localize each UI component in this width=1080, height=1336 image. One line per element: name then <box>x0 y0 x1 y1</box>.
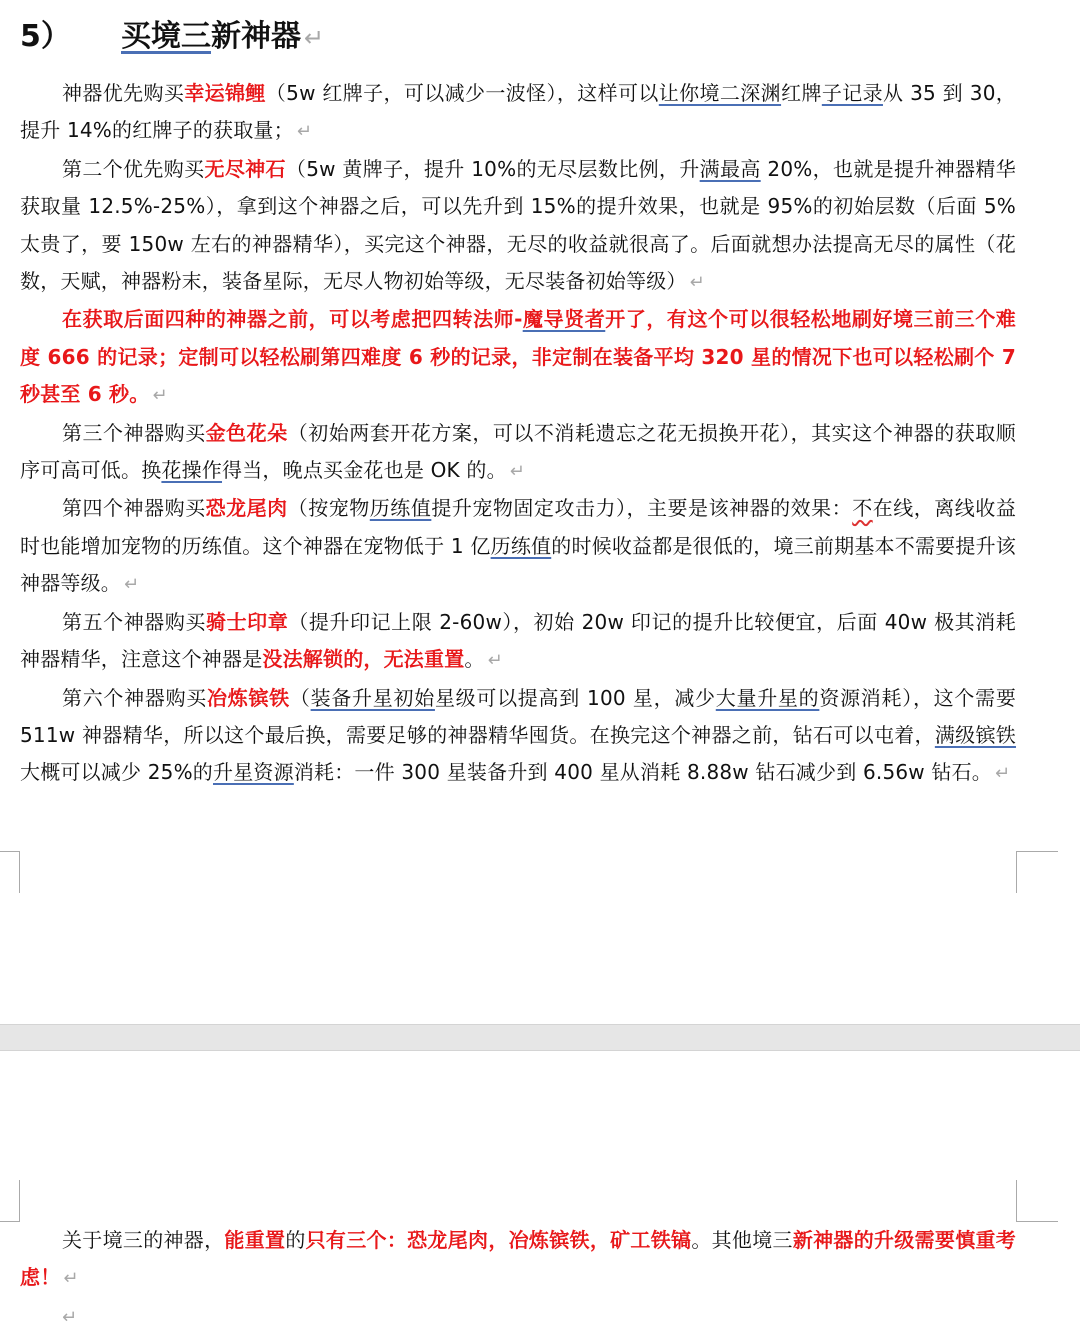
highlight-item-name: 恐龙尾肉 <box>205 496 288 521</box>
highlight-item-name: 无尽神石 <box>204 156 286 181</box>
pilcrow-mark: ↵ <box>509 461 526 483</box>
heading-title-rest: 新神器 <box>211 19 301 54</box>
body-text <box>20 75 1016 793</box>
heading-title-underlined: 买境三 <box>121 19 211 54</box>
warning-text: 没法解锁的，无法重置 <box>262 647 465 672</box>
warning-text: 能重置 <box>224 1228 286 1252</box>
empty-paragraph <box>20 1298 1016 1336</box>
heading-number: 5） <box>20 19 71 54</box>
page-margin-corner-bottom-left <box>0 851 20 893</box>
paragraph-endless-stone: 第二个优先购买无尽神石（5w 黄牌子，提升 10%的无尽层数比例，升满最高 20%，也就是提升神器精华获取量 12.5%-25%），拿到这个神器之后，可以先升到 15%的提升效果，也就是 95%的初始层数（后面 5%太贵了，要 150w 左右的神器精华），买完这个神器，无尽的收益就很高了。后面就想办法提高无尽的属性（花数，天赋，神器粉末，装备星际，无尽人物初始等级，无尽装备初始等级） ↵ <box>20 156 1016 294</box>
paragraph-red-note: 在获取后面四种的神器之前，可以考虑把四转法师-魔导贤者开了，有这个可以很轻松地刷好境三前三个难度 666 的记录；定制可以轻松刷第四难度 6 秒的记录，非定制在装备平均 320 星的情况下也可以轻松刷个 7 秒甚至 6 秒。 ↵ <box>20 307 1016 407</box>
pilcrow-mark: ↵ <box>296 121 313 143</box>
paragraph-golden-flower: 第三个神器购买金色花朵（初始两套开花方案，可以不消耗遗忘之花无损换开花），其实这个神器的获取顺序可高可低。换花操作得当，晚点买金花也是 OK 的。 ↵ <box>20 420 1016 483</box>
page-margin-corner-top-right <box>1016 1180 1058 1222</box>
highlight-item-name: 冶炼镔铁 <box>207 685 290 710</box>
warning-text: 新神器的升级需要慎重考虑！ <box>20 1228 1017 1290</box>
document-page-2 <box>0 1051 1080 1328</box>
pilcrow-mark: ↵ <box>63 1268 79 1290</box>
pilcrow-mark: ↵ <box>487 650 503 672</box>
warning-text: 只有三个：恐龙尾肉，冶炼镔铁，矿工铁镐 <box>305 1228 692 1252</box>
page-margin-corner-bottom-right <box>1016 851 1058 893</box>
section-heading <box>20 14 324 61</box>
pilcrow-mark: ↵ <box>995 763 1011 785</box>
pilcrow-mark: ↵ <box>304 24 325 52</box>
highlight-item-name: 金色花朵 <box>205 420 288 445</box>
pilcrow-mark: ↵ <box>124 574 140 596</box>
page-margin-corner-top-left <box>0 1180 20 1222</box>
paragraph-reset-note: 关于境三的神器，能重置的只有三个：恐龙尾肉，冶炼镔铁，矿工铁镐。其他境三新神器的升级需要慎重考虑！ ↵ <box>20 1228 1017 1290</box>
body-text-page-2 <box>20 1222 1016 1336</box>
highlight-item-name: 幸运锦鲤 <box>184 81 266 105</box>
paragraph-smelted-iron: 第六个神器购买冶炼镔铁（装备升星初始星级可以提高到 100 星，减少大量升星的资源消耗），这个需要 511w 神器精华，所以这个最后换，需要足够的神器精华囤货。在换完这个神器之前，钻石可以屯着，满级镔铁大概可以减少 25%的升星资源消耗：一件 300 星装备升到 400 星从消耗 8.88w 钻石减少到 6.56w 钻石。 ↵ <box>20 685 1017 785</box>
paragraph-lucky-koi: 神器优先购买幸运锦鲤（5w 红牌子，可以减少一波怪），这样可以让你境二深渊红牌子记录从 35 到 30，提升 14%的红牌子的获取量； ↵ <box>20 81 1017 143</box>
paragraph-dino-tail: 第四个神器购买恐龙尾肉（按宠物历练值提升宠物固定攻击力），主要是该神器的效果：不在线，离线收益时也能增加宠物的历练值。这个神器在宠物低于 1 亿历练值的时候收益都是很低的，境三前期基本不需要提升该神器等级。 ↵ <box>20 496 1017 596</box>
pilcrow-mark: ↵ <box>689 272 705 294</box>
pilcrow-mark: ↵ <box>152 385 168 407</box>
paragraph-knight-seal: 第五个神器购买骑士印章（提升印记上限 2-60w），初始 20w 印记的提升比较便宜，后面 40w 极其消耗神器精华，注意这个神器是没法解锁的，无法重置。 ↵ <box>20 609 1016 672</box>
page-gap <box>0 1024 1080 1051</box>
pilcrow-mark: ↵ <box>62 1306 78 1328</box>
highlight-item-name: 骑士印章 <box>206 609 289 634</box>
